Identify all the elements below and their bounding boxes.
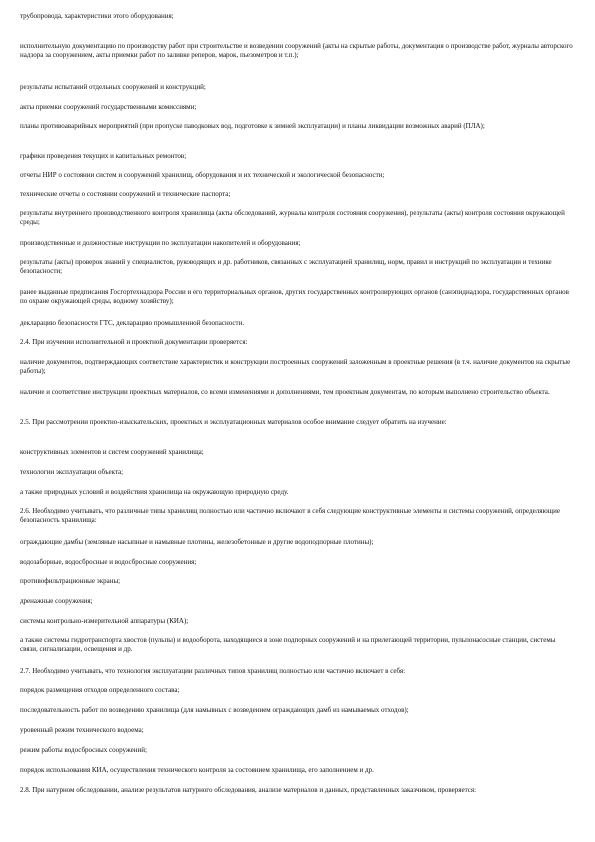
paragraph: дренажные сооружения; (20, 597, 93, 605)
paragraph: а также системы гидротранспорта хвостов (пульпы) и водооборота, находящиеся в зоне подпорных сооружений и на прилегающей территории, пульпонасосные станции, системы связи, сигнализации, освещения и др. (20, 636, 556, 653)
paragraph: декларацию безопасности ГТС, декларацию промышленной безопасности. (20, 319, 245, 327)
paragraph: производственные и должностные инструкции по эксплуатации накопителей и оборудования; (20, 239, 301, 247)
section-heading: 2.8. При натурном обследовании, анализе результатов натурного обследования, анализе материалов и данных, представленных заказчиком, проверяется: (20, 786, 477, 794)
paragraph: результаты внутреннего производственного контроля хранилища (акты обследований, журналы контроля состояния сооружения), результаты (акты) контроля состояния окружающей среды; (20, 209, 565, 226)
paragraph: технологии эксплуатации объекта; (20, 468, 124, 476)
paragraph: ограждающие дамбы (земляные насыпные и намывные плотины, железобетонные и другие водоподпорные плотины); (20, 538, 374, 546)
section-heading: 2.6. Необходимо учитывать, что различные типы хранилищ полностью или частично включают в себя следующие конструктивные элементы и системы сооружений, определяющие безопасность хранилища: (20, 507, 560, 524)
section-heading: 2.4. При изучении исполнительной и проектной документации проверяется: (20, 338, 248, 346)
paragraph: уровенный режим технического водоема; (20, 726, 144, 734)
paragraph: трубопровода, характеристики этого оборудования; (20, 12, 174, 20)
paragraph: водозаборные, водосбросные и водосбросные сооружения; (20, 558, 197, 566)
paragraph: планы противоаварийных мероприятий (при пропуске паводковых вод, подготовке к зимней эксплуатации) и планы ликвидации возможных аварий (ПЛА); (20, 122, 485, 130)
paragraph: наличие и соответствие инструкции проектных материалов, со всеми изменениями и дополнениями, тем проектным документам, по которым выполнено строительство объекта. (20, 388, 550, 396)
paragraph: режим работы водосбросных сооружений; (20, 746, 147, 754)
paragraph: а также природных условий и воздействия хранилища на окружающую природную среду. (20, 488, 289, 496)
paragraph: порядок размещения отходов определенного состава; (20, 686, 180, 694)
section-heading: 2.7. Необходимо учитывать, что технология эксплуатации различных типов хранилищ полностью или частично включает в себя: (20, 667, 406, 675)
paragraph: результаты испытаний отдельных сооружений и конструкций; (20, 83, 206, 91)
paragraph: технические отчеты о состоянии сооружений и технические паспорта; (20, 190, 231, 198)
paragraph: графики проведения текущих и капитальных ремонтов; (20, 152, 187, 160)
paragraph: акты приемки сооружений государственными комиссиями; (20, 103, 197, 111)
paragraph: последовательность работ по возведению хранилища (для намывных с возведением ограждающих дамб из намываемых отходов); (20, 706, 409, 714)
section-heading: 2.5. При рассмотрении проектно-изыскательских, проектных и эксплуатационных материалов особое внимание следует обратить на изучение: (20, 418, 447, 426)
paragraph: конструктивных элементов и систем сооружений хранилища; (20, 448, 204, 456)
paragraph: наличие документов, подтверждающих соответствие характеристик и конструкции построенных сооружений заложенным в проектные решения (в т.ч. наличие документов на скрытые работы); (20, 358, 571, 375)
paragraph: порядок использования КИА, осуществления технического контроля за состоянием хранилища, его заполнением и др. (20, 766, 374, 774)
paragraph: ранее выданные предписания Госгортехнадзора России и его территориальных органов, других государственных контролирующих органов (санэпиднадзора, государственных органов по охране окружающей среды, водному хозяйству); (20, 288, 569, 305)
paragraph: результаты (акты) проверок знаний у специалистов, руководящих и др. работников, связанных с эксплуатацией хранилищ, норм, правил и инструкций по эксплуатации и технике безопасности; (20, 258, 552, 275)
paragraph: отчеты НИР о состоянии систем и сооружений хранилищ, оборудования и их технической и экологической безопасности; (20, 171, 385, 179)
paragraph: исполнительную документацию по производству работ при строительстве и возведении сооружений (акты на скрытые работы, документация о производстве работ, журналы авторского надзора за сооружением, акты приемки работ по заливке реперов, марок, пьезометров и т.п.); (20, 42, 573, 59)
paragraph: противофильтрационные экраны; (20, 577, 121, 585)
paragraph: системы контрольно-измерительной аппаратуры (КИА); (20, 617, 189, 625)
